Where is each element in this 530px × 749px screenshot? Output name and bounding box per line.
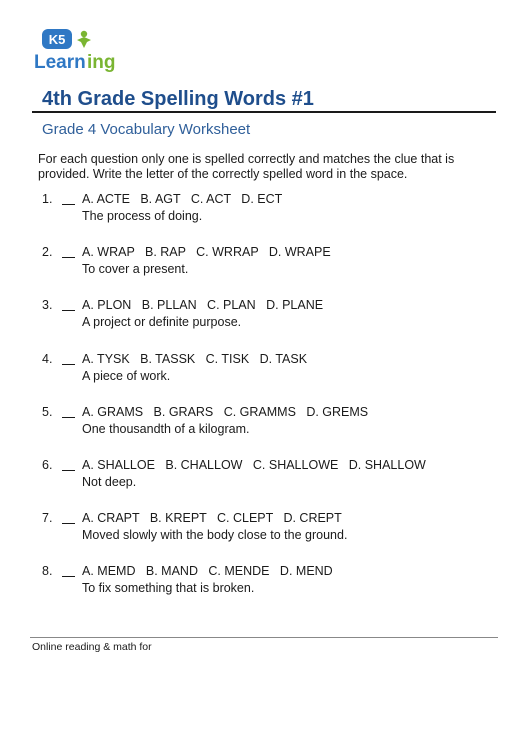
question-5 [0,404,530,457]
question-4 [0,351,530,404]
svg-text:K5: K5 [48,32,66,47]
question-6 [0,457,530,510]
answer-blank[interactable] [62,364,75,365]
svg-text:Learn: Learn [34,52,86,73]
answer-blank[interactable] [62,204,75,205]
answer-blank[interactable] [62,523,75,524]
question-clue: To cover a present. [82,262,189,277]
answer-options: A. CRAPT B. KREPT C. CLEPT D. CREPT [82,511,342,526]
question-number: 5. [42,404,53,419]
answer-blank[interactable] [62,417,75,418]
worksheet-title: 4th Grade Spelling Words #1 [42,88,314,110]
question-number: 2. [42,245,53,260]
question-clue: Not deep. [82,474,137,489]
answer-options: A. WRAP B. RAP C. WRRAP D. WRAPE [82,245,331,260]
question-clue: To fix something that is broken. [82,581,255,596]
answer-blank[interactable] [62,576,75,577]
answer-options: A. ACTE B. AGT C. ACT D. ECT [82,192,283,206]
k5-learning-logo-graphic [32,26,132,74]
footer-text: Online reading & math for [32,641,152,653]
question-number: 4. [42,351,53,366]
question-7 [0,510,530,563]
answer-options: A. MEMD B. MAND C. MENDE D. MEND [82,564,333,579]
answer-options: A. SHALLOE B. CHALLOW C. SHALLOWE D. SHALLOW [82,457,426,472]
question-3 [0,297,530,350]
answer-blank[interactable] [62,257,75,258]
worksheet-subtitle: Grade 4 Vocabulary Worksheet [42,121,251,138]
instructions-text: For each question only one is spelled correctly and matches the clue that is provided. Write the letter of the correctly spelled word in the space. [38,152,455,181]
question-2 [0,244,530,297]
question-8 [0,563,530,616]
question-1 [0,191,530,244]
answer-options: A. PLON B. PLLAN C. PLAN D. PLANE [82,298,324,313]
answer-options: A. GRAMS B. GRARS C. GRAMMS D. GREMS [82,404,369,419]
question-clue: A piece of work. [82,368,171,383]
question-clue: A project or definite purpose. [82,315,242,330]
question-number: 1. [42,192,53,206]
footer-divider [30,637,498,638]
question-number: 8. [42,564,53,579]
question-number: 6. [42,457,53,472]
question-clue: One thousandth of a kilogram. [82,421,250,436]
svg-text:ing: ing [87,52,116,73]
question-clue: Moved slowly with the body close to the ground. [82,528,348,543]
k5-learning-logo [32,26,132,74]
question-number: 7. [42,511,53,526]
answer-blank[interactable] [62,470,75,471]
title-underline [32,111,496,113]
question-clue: The process of doing. [82,209,203,223]
answer-blank[interactable] [62,310,75,311]
question-list [0,191,530,617]
answer-options: A. TYSK B. TASSK C. TISK D. TASK [82,351,308,366]
question-number: 3. [42,298,53,313]
